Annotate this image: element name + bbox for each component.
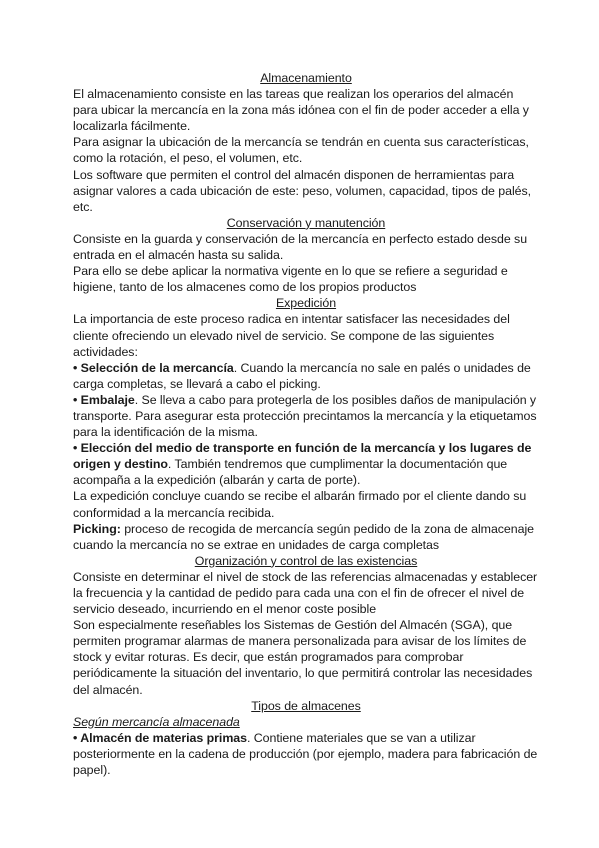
subheading: Según mercancía almacenada	[73, 714, 240, 729]
paragraph: Los software que permiten el control del almacén disponen de herramientas para asignar valores a cada ubicación de este: peso, volumen, capacidad, tipos de palés, etc.	[73, 167, 532, 214]
picking-definition	[73, 521, 539, 553]
list-item-text: . Se lleva a cabo para protegerla de los posibles daños de manipulación y transporte. Para asegurar esta protección precintamos la mercancía y la etiquetamos para la identificación de la misma.	[73, 392, 537, 440]
paragraph: Consiste en determinar el nivel de stock de las referencias almacenadas y establecer la frecuencia y la cantidad de pedido para cada una con el fin de ofrecer el nivel de servicio deseado, incurriendo en el menor coste posible	[73, 569, 538, 617]
paragraph: Son especialmente reseñables los Sistemas de Gestión del Almacén (SGA), que permiten programar alarmas de manera personalizada para avisar de los límites de stock y evitar roturas. Es decir, que están programados para comprobar periódicamente la situación del inventario, lo que permitirá controlar las necesidades del almacén.	[73, 618, 533, 697]
section-heading-organizacion: Organización y control de las existencias	[194, 553, 418, 568]
picking-label: Picking:	[73, 521, 121, 536]
section-heading-almacenamiento: Almacenamiento	[260, 71, 352, 85]
paragraph: Para ello se debe aplicar la normativa vigente en lo que se refiere a seguridad e higiene, tanto de los almacenes como de los propios productos	[73, 264, 508, 295]
list-item-text: . Cuando la mercancía no sale en palés o unidades de carga completas, se llevará a cabo el picking.	[73, 360, 531, 391]
list-item-title: • Almacén de materias primas	[73, 730, 247, 745]
list-item-text: . También tendremos que cumplimentar la documentación que acompaña a la expedición (albarán y carta de porte).	[73, 457, 508, 488]
list-item	[73, 440, 539, 488]
section-heading-tipos: Tipos de almacenes	[251, 698, 361, 713]
list-item	[73, 392, 539, 440]
section-heading-expedicion: Expedición	[275, 296, 337, 311]
section-heading-conservacion: Conservación y manutención	[226, 215, 386, 230]
list-item-title: • Embalaje	[73, 392, 135, 407]
paragraph: Para asignar la ubicación de la mercancía se tendrán en cuenta sus características, como la rotación, el peso, el volumen, etc.	[73, 135, 529, 166]
list-item-title: • Selección de la mercancía	[73, 360, 234, 375]
list-item	[73, 730, 539, 778]
paragraph: La importancia de este proceso radica en intentar satisfacer las necesidades del cliente ofreciendo un elevado nivel de servicio. Se compone de las siguientes actividades:	[73, 312, 510, 359]
list-item-title: • Elección del medio de transporte en función de la mercancía y los lugares de origen y destino	[73, 441, 532, 472]
paragraph: Consiste en la guarda y conservación de la mercancía en perfecto estado desde su entrada en el almacén hasta su salida.	[73, 231, 528, 263]
paragraph: El almacenamiento consiste en las tareas que realizan los operarios del almacén para ubicar la mercancía en la zona más idónea con el fin de poder acceder a ella y localizarla fácilmente.	[73, 87, 529, 134]
picking-text: proceso de recogida de mercancía según pedido de la zona de almacenaje cuando la mercancía no se extrae en unidades de carga completas	[73, 521, 534, 552]
list-item	[73, 360, 539, 392]
list-item-text: . Contiene materiales que se van a utilizar posteriormente en la cadena de producción (por ejemplo, madera para fabricación de papel).	[73, 730, 538, 778]
paragraph: La expedición concluye cuando se recibe el albarán firmado por el cliente dando su conformidad a la mercancía recibida.	[73, 489, 527, 520]
